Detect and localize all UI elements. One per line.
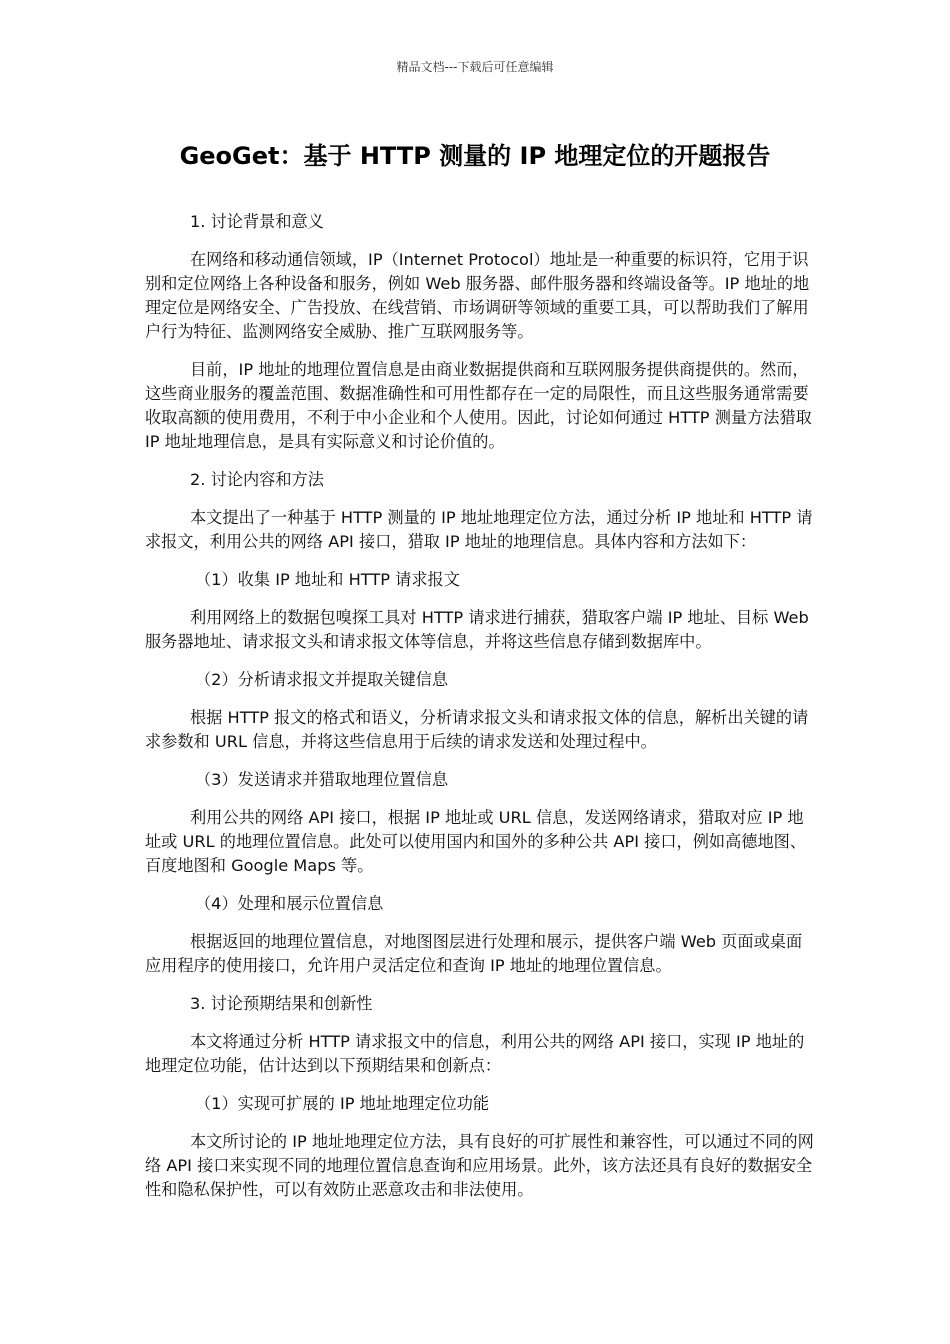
paragraph-collect: 利用网络上的数据包嗅探工具对 HTTP 请求进行捕获，猎取客户端 IP 地址、目标 Web 服务器地址、请求报文头和请求报文体等信息，并将这些信息存储到数据库中。	[145, 608, 809, 651]
paragraph-results-overview: 本文将通过分析 HTTP 请求报文中的信息，利用公共的网络 API 接口，实现 IP 地址的地理定位功能，估计达到以下预期结果和创新点：	[145, 1032, 805, 1075]
paragraph-extensible: 本文所讨论的 IP 地址地理定位方法，具有良好的可扩展性和兼容性，可以通过不同的网络 API 接口来实现不同的地理位置信息查询和应用场景。此外，该方法还具有良好的数据安全性和隐私保护性，可以有效防止恶意攻击和非法使用。	[145, 1132, 814, 1199]
page-header-watermark: 精品文档---下载后可任意编辑	[396, 60, 554, 74]
section-heading-results: 3. 讨论预期结果和创新性	[190, 994, 373, 1013]
paragraph-request: 利用公共的网络 API 接口，根据 IP 地址或 URL 信息，发送网络请求，猎取对应 IP 地址或 URL 的地理位置信息。此处可以使用国内和国外的多种公共 API 接口，例如高德地图、百度地图和 Google Maps 等。	[145, 808, 807, 875]
document-body	[145, 210, 815, 1216]
subheading-display: （4）处理和展示位置信息	[195, 894, 384, 913]
subheading-request: （3）发送请求并猎取地理位置信息	[195, 770, 449, 789]
subheading-collect: （1）收集 IP 地址和 HTTP 请求报文	[195, 570, 460, 589]
section-heading-content-method: 2. 讨论内容和方法	[190, 470, 324, 489]
paragraph-method-overview: 本文提出了一种基于 HTTP 测量的 IP 地址地理定位方法，通过分析 IP 地址和 HTTP 请求报文，利用公共的网络 API 接口，猎取 IP 地址的地理信息。具体内容和方法如下：	[145, 508, 813, 551]
paragraph-display: 根据返回的地理位置信息，对地图图层进行处理和展示，提供客户端 Web 页面或桌面应用程序的使用接口，允许用户灵活定位和查询 IP 地址的地理位置信息。	[145, 932, 803, 975]
subheading-extensible: （1）实现可扩展的 IP 地址地理定位功能	[195, 1094, 490, 1113]
section-heading-background: 1. 讨论背景和意义	[190, 212, 324, 231]
paragraph-ip-intro: 在网络和移动通信领域，IP（Internet Protocol）地址是一种重要的标识符，它用于识别和定位网络上各种设备和服务，例如 Web 服务器、邮件服务器和终端设备等。IP 地址的地理定位是网络安全、广告投放、在线营销、市场调研等领域的重要工具，可以帮助我们了解用户行为特征、监测网络安全威胁、推广互联网服务等。	[145, 250, 810, 341]
document-title: GeoGet：基于 HTTP 测量的 IP 地理定位的开题报告	[179, 142, 771, 170]
paragraph-current-status: 目前，IP 地址的地理位置信息是由商业数据提供商和互联网服务提供商提供的。然而，这些商业服务的覆盖范围、数据准确性和可用性都存在一定的局限性，而且这些服务通常需要收取高额的使用费用，不利于中小企业和个人使用。因此，讨论如何通过 HTTP 测量方法猎取 IP 地址地理信息，是具有实际意义和讨论价值的。	[145, 360, 812, 451]
subheading-analyze: （2）分析请求报文并提取关键信息	[195, 670, 449, 689]
paragraph-analyze: 根据 HTTP 报文的格式和语义，分析请求报文头和请求报文体的信息，解析出关键的请求参数和 URL 信息，并将这些信息用于后续的请求发送和处理过程中。	[145, 708, 809, 751]
